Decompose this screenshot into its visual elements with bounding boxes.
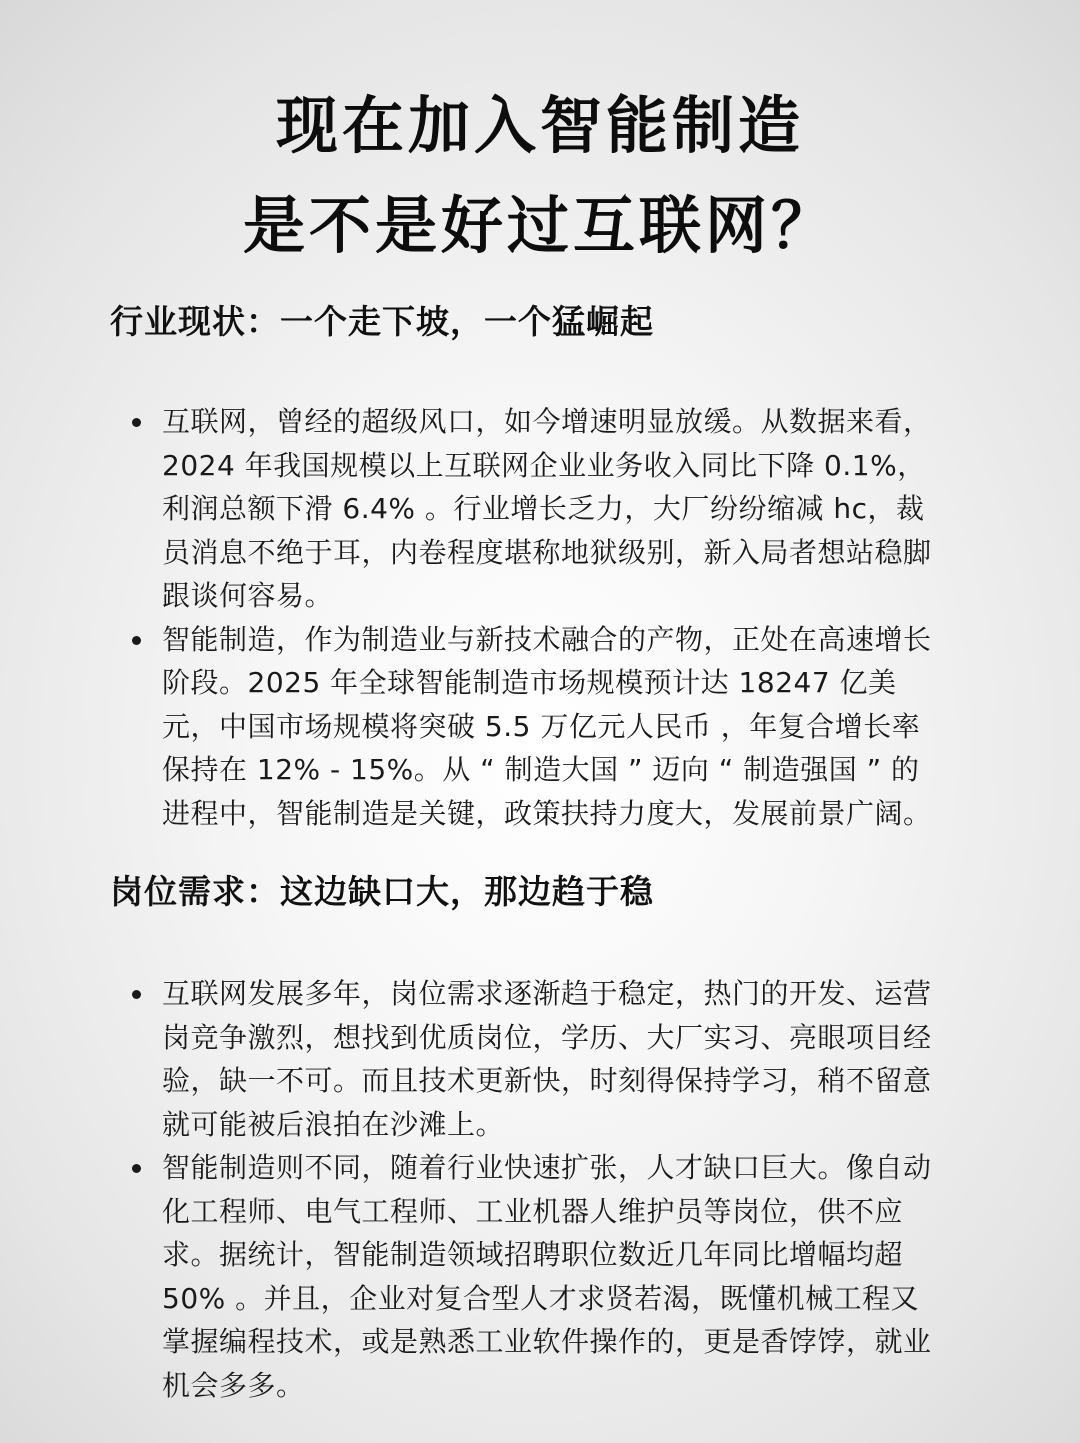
text-line: 阶段。2025 年全球智能制造市场规模预计达 18247 亿美 (162, 666, 897, 699)
text-line: 50% 。并且，企业对复合型人才求贤若渴，既懂机械工程又 (162, 1281, 920, 1315)
text-line: 元，中国市场规模将突破 5.5 万亿元人民币 ，年复合增长率 (162, 709, 921, 743)
text-line: 跟谈何容易。 (162, 579, 334, 612)
list-item (128, 972, 1018, 1146)
text-line: 互联网，曾经的超级风口，如今增速明显放缓。从数据来看， (162, 405, 932, 438)
text-line: 利润总额下滑 6.4% 。行业增长乏力，大厂纷纷缩减 hc，裁 (162, 492, 925, 525)
section-heading-job-demand: 岗位需求：这边缺口大，那边趋于稳 (110, 872, 654, 911)
title-line-1: 现在加入智能制造 (275, 89, 804, 162)
list-item (128, 400, 1018, 618)
bullet-dot-icon (132, 418, 141, 427)
text-line: 求。据统计，智能制造领域招聘职位数近几年同比增幅均超 (162, 1238, 904, 1271)
text-line: 掌握编程技术，或是熟悉工业软件操作的，更是香饽饽，就业 (162, 1325, 932, 1358)
bullet-dot-icon (132, 1164, 141, 1173)
bullet-list-job-demand (128, 972, 1018, 1407)
bullet-dot-icon (132, 636, 141, 645)
text-line: 保持在 12% - 15%。从 “ 制造大国 ” 迈向 “ 制造强国 ” 的 (162, 753, 920, 786)
bullet-dot-icon (132, 990, 141, 999)
bullet-list-industry-status (128, 400, 1018, 835)
section-heading-industry-status: 行业现状：一个走下坡，一个猛崛起 (110, 302, 654, 341)
text-line: 员消息不绝于耳，内卷程度堪称地狱级别，新入局者想站稳脚 (162, 535, 932, 569)
text-line: 互联网发展多年，岗位需求逐渐趋于稳定，热门的开发、运营 (162, 977, 932, 1010)
page-title (0, 76, 1080, 276)
text-line: 智能制造则不同，随着行业快速扩张，人才缺口巨大。像自动 (162, 1151, 932, 1184)
list-item (128, 1146, 1018, 1407)
text-line: 岗竞争激烈，想找到优质岗位，学历、大厂实习、亮眼项目经 (162, 1020, 932, 1054)
text-line: 智能制造，作为制造业与新技术融合的产物，正处在高速增长 (162, 622, 932, 656)
text-line: 就可能被后浪拍在沙滩上。 (162, 1107, 505, 1141)
text-line: 2024 年我国规模以上互联网企业业务收入同比下降 0.1%， (162, 448, 926, 482)
list-item (128, 618, 1018, 836)
text-line: 进程中，智能制造是关键，政策扶持力度大，发展前景广阔。 (162, 796, 932, 830)
text-line: 化工程师、电气工程师、工业机器人维护员等岗位，供不应 (162, 1194, 904, 1228)
title-line-2: 是不是好过互联网？ (242, 189, 837, 262)
text-line: 机会多多。 (162, 1368, 305, 1402)
text-line: 验，缺一不可。而且技术更新快，时刻得保持学习，稍不留意 (162, 1064, 932, 1097)
